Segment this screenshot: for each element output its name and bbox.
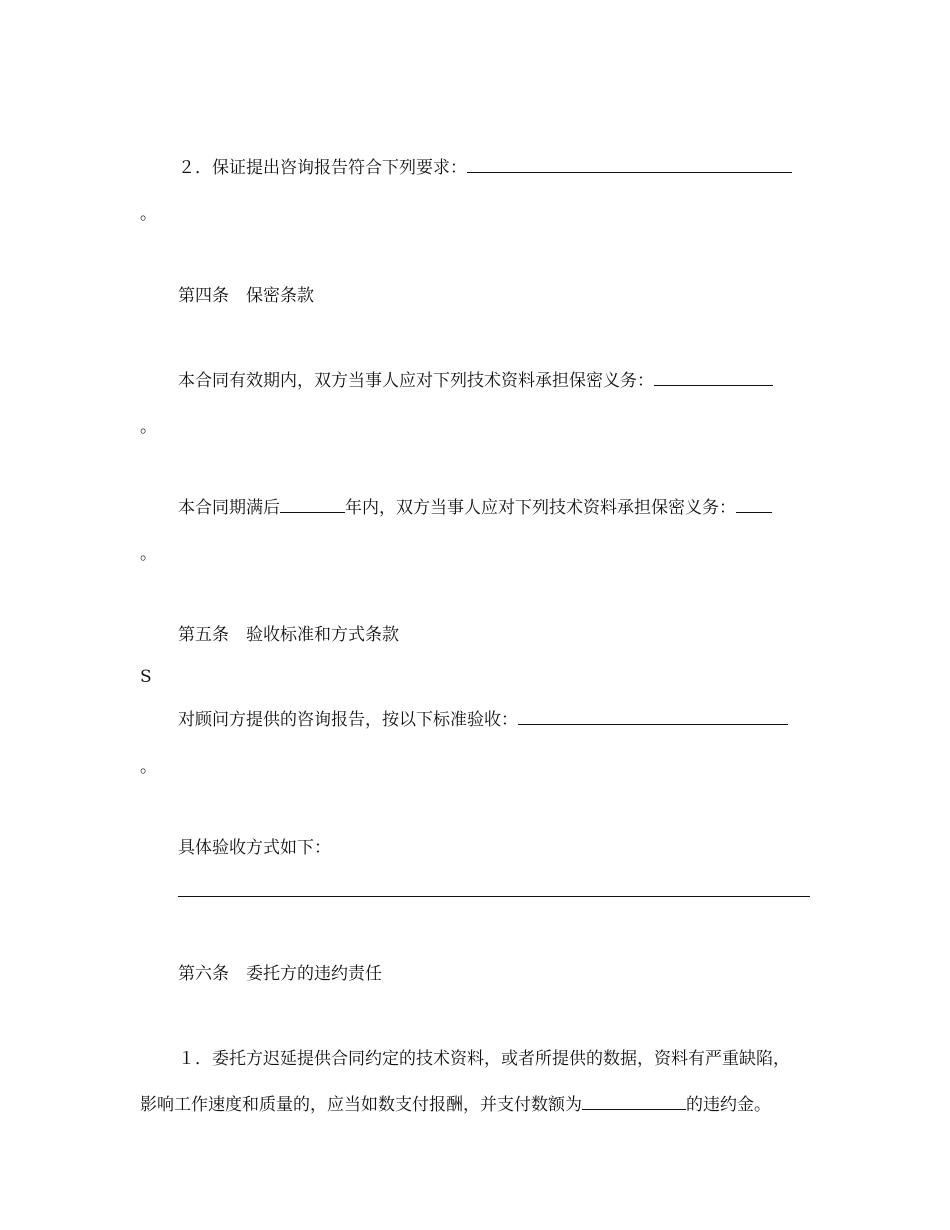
requirement-blank[interactable] <box>467 156 792 173</box>
article-5-heading: 第五条 验收标准和方式条款 <box>178 625 399 645</box>
article-4-heading: 第四条 保密条款 <box>178 286 314 306</box>
acceptance-standard-text: 对顾问方提供的咨询报告，按以下标准验收： <box>178 710 518 730</box>
requirement-text: ２．保证提出咨询报告符合下列要求： <box>178 158 467 178</box>
breach-text-b: 的违约金。 <box>686 1095 771 1115</box>
confidential-during-text: 本合同有效期内，双方当事人应对下列技术资料承担保密义务： <box>178 371 654 391</box>
acceptance-standard-paragraph <box>178 708 788 732</box>
confidential-during-paragraph <box>178 369 773 393</box>
period-mark: 。 <box>140 417 157 437</box>
confidential-after-blank[interactable] <box>736 496 772 513</box>
penalty-amount-blank[interactable] <box>582 1093 686 1110</box>
breach-text-a: 影响工作速度和质量的，应当如数支付报酬，并支付数额为 <box>140 1095 582 1115</box>
period-mark: 。 <box>140 544 157 564</box>
period-mark: 。 <box>140 757 157 777</box>
article-6-heading: 第六条 委托方的违约责任 <box>178 964 382 984</box>
breach-paragraph-line-1: １．委托方迟延提供合同约定的技术资料，或者所提供的数据，资料有严重缺陷， <box>178 1049 790 1069</box>
period-mark: 。 <box>140 204 157 224</box>
confidential-during-blank[interactable] <box>654 369 773 386</box>
years-blank[interactable] <box>280 496 345 513</box>
confidential-after-text-a: 本合同期满后 <box>178 498 280 518</box>
acceptance-method-blank[interactable] <box>178 896 810 897</box>
stray-character: S <box>140 667 152 687</box>
confidential-after-text-b: 年内，双方当事人应对下列技术资料承担保密义务： <box>345 498 736 518</box>
acceptance-standard-blank[interactable] <box>518 708 788 725</box>
confidential-after-paragraph <box>178 496 772 520</box>
breach-paragraph-line-2 <box>140 1093 771 1117</box>
requirement-paragraph <box>178 156 792 180</box>
acceptance-method-paragraph: 具体验收方式如下： <box>178 838 331 858</box>
